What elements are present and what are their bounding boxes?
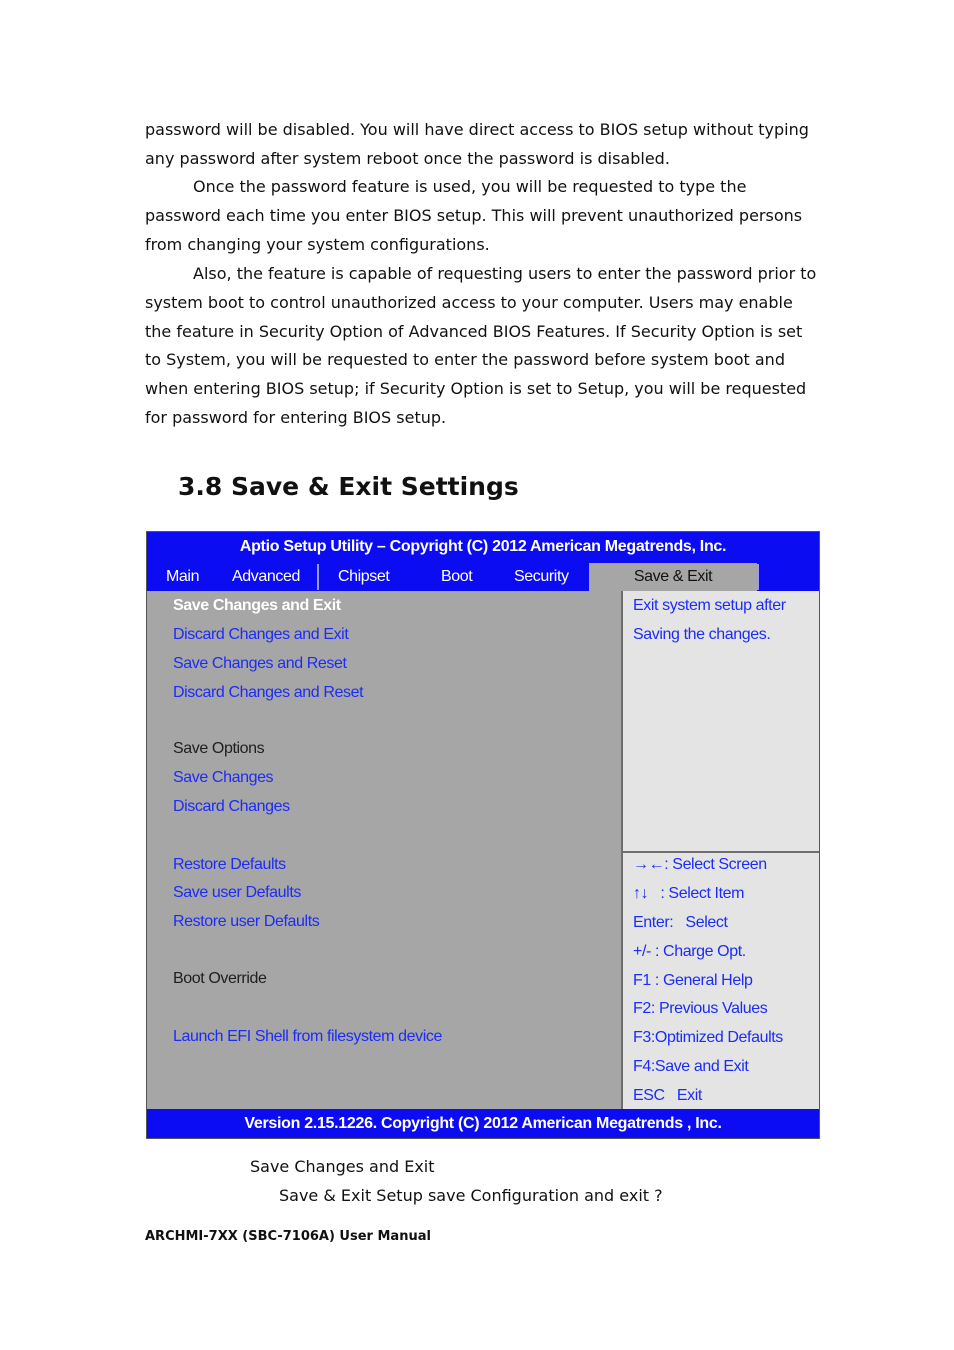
bios-footer-bar: Version 2.15.1226. Copyright (C) 2012 American Megatrends , Inc.	[147, 1109, 819, 1138]
tab-main[interactable]: Main	[166, 568, 200, 585]
intro-paragraph-1: password will be disabled. You will have direct access to BIOS setup without typing any password after system reboot once the password is disabled.	[145, 120, 809, 168]
tab-separator	[757, 564, 759, 590]
caption-option-name: Save Changes and Exit	[250, 1157, 435, 1176]
key-select-item: ↑↓ : Select Item	[633, 885, 745, 902]
tab-advanced[interactable]: Advanced	[232, 568, 300, 585]
tab-boot[interactable]: Boot	[441, 568, 473, 585]
tab-chipset[interactable]: Chipset	[338, 568, 390, 585]
intro-paragraph-3: Also, the feature is capable of requesting users to enter the password prior to system boot to control unauthorized access to your computer. Users may enable the feature in Security Option of Advanced BIOS Features. If Security Option is set to System, you will be requested to enter the password before system boot and when entering BIOS setup; if Security Option is set to Setup, you will be requested for password for entering BIOS setup.	[145, 264, 817, 427]
key-previous-values: F2: Previous Values	[633, 1000, 768, 1017]
help-text-line: Saving the changes.	[633, 626, 771, 643]
menu-item-save-changes-and-reset[interactable]: Save Changes and Reset	[173, 655, 347, 672]
menu-item-save-changes-and-exit[interactable]: Save Changes and Exit	[173, 597, 341, 614]
intro-paragraph-2: Once the password feature is used, you will be requested to type the password each time you enter BIOS setup. This will prevent unauthorized persons from changing your system configurations.	[145, 177, 803, 254]
manual-footer: ARCHMI-7XX (SBC-7106A) User Manual	[145, 1229, 431, 1244]
key-select-screen: →←: Select Screen	[633, 856, 767, 873]
bios-title-bar: Aptio Setup Utility – Copyright (C) 2012 American Megatrends, Inc.	[147, 532, 819, 562]
menu-item-discard-changes-and-reset[interactable]: Discard Changes and Reset	[173, 684, 364, 701]
key-general-help: F1 : General Help	[633, 972, 753, 989]
menu-group-save-options: Save Options	[173, 740, 265, 757]
menu-item-restore-user-defaults[interactable]: Restore user Defaults	[173, 913, 320, 930]
help-panel	[623, 591, 819, 851]
key-esc-exit: ESC Exit	[633, 1087, 702, 1104]
tab-save-exit[interactable]: Save & Exit	[589, 563, 757, 591]
key-legend-panel	[623, 853, 819, 1109]
section-heading: 3.8 Save & Exit Settings	[178, 472, 519, 501]
caption-option-description: Save & Exit Setup save Configuration and exit ?	[279, 1186, 663, 1205]
key-optimized-defaults: F3:Optimized Defaults	[633, 1029, 783, 1046]
menu-group-boot-override: Boot Override	[173, 970, 267, 987]
menu-item-launch-efi-shell[interactable]: Launch EFI Shell from filesystem device	[173, 1028, 442, 1045]
bios-menu-bar	[147, 562, 819, 591]
menu-item-discard-changes[interactable]: Discard Changes	[173, 798, 290, 815]
menu-panel	[147, 591, 621, 1109]
tab-separator	[317, 564, 319, 590]
tab-security[interactable]: Security	[514, 568, 569, 585]
bios-screenshot	[146, 531, 820, 1139]
menu-item-discard-changes-and-exit[interactable]: Discard Changes and Exit	[173, 626, 349, 643]
menu-item-restore-defaults[interactable]: Restore Defaults	[173, 856, 286, 873]
menu-item-save-changes[interactable]: Save Changes	[173, 769, 274, 786]
key-change-option: +/- : Charge Opt.	[633, 943, 746, 960]
key-save-and-exit: F4:Save and Exit	[633, 1058, 749, 1075]
key-enter-select: Enter: Select	[633, 914, 728, 931]
menu-item-save-user-defaults[interactable]: Save user Defaults	[173, 884, 301, 901]
help-text-line: Exit system setup after	[633, 597, 786, 614]
